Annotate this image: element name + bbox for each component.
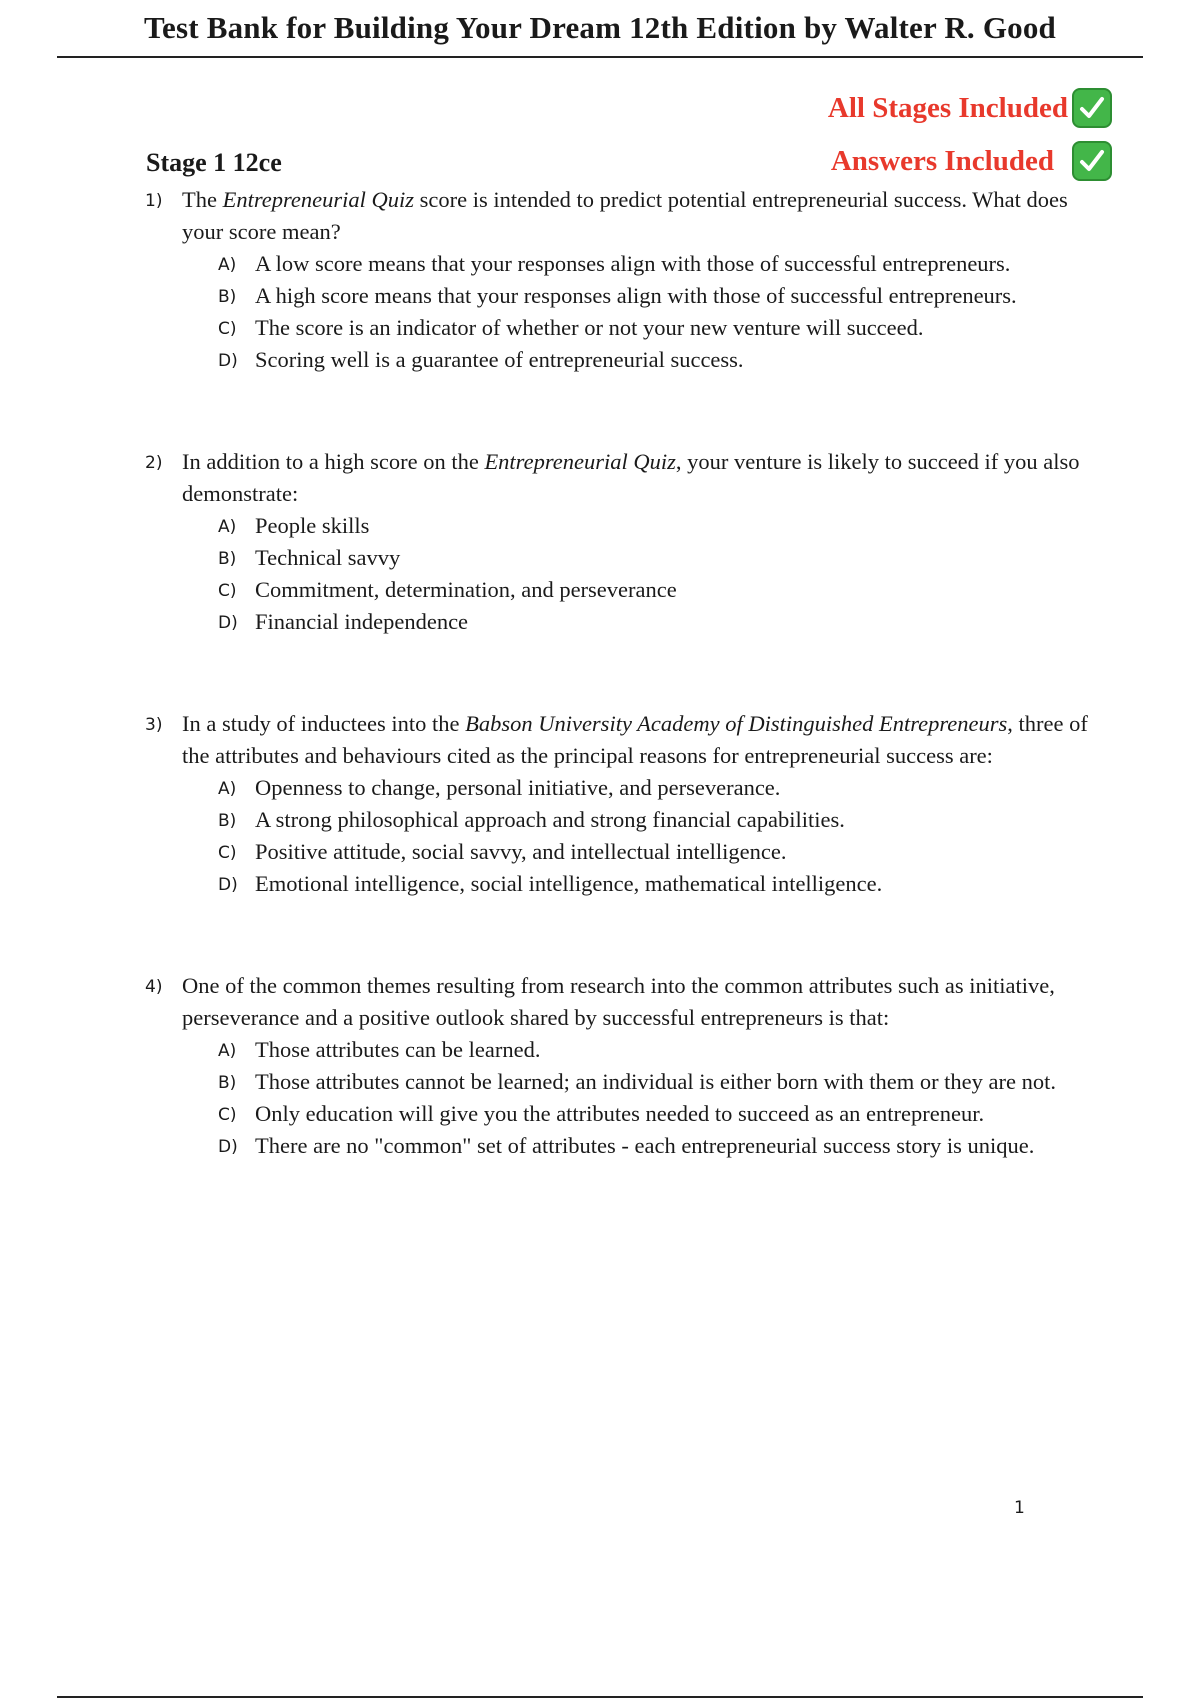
option-text: Technical savvy <box>255 545 401 570</box>
option-a <box>145 510 1090 542</box>
stem-text: , your venture is likely to succeed if you also demonstrate: <box>182 449 1080 506</box>
option-c <box>145 1098 1090 1130</box>
stem-text: In addition to a high score on the <box>182 449 485 474</box>
page-number: 1 <box>1014 1498 1025 1518</box>
option-letter: C) <box>218 843 237 863</box>
option-a <box>145 1034 1090 1066</box>
option-letter: D) <box>218 613 238 633</box>
stem-text: One of the common themes resulting from research into the common attributes such as initiative, perseverance and a positive outlook shared by successful entrepreneurs is that: <box>182 973 1055 1030</box>
option-text: People skills <box>255 513 370 538</box>
promo-answers-label: Answers Included <box>830 144 1054 177</box>
question-number: 2) <box>145 453 163 473</box>
option-letter: D) <box>218 875 238 895</box>
option-b <box>145 1066 1090 1098</box>
option-letter: B) <box>218 287 237 307</box>
option-letter: B) <box>218 1073 237 1093</box>
option-text: A low score means that your responses align with those of successful entrepreneurs. <box>255 251 1011 276</box>
check-mark-icon <box>1072 88 1112 128</box>
option-b <box>145 542 1090 574</box>
option-letter: C) <box>218 581 237 601</box>
option-list <box>145 510 1090 638</box>
stem-italic: Babson University Academy of Distinguished Entrepreneurs <box>465 711 1008 736</box>
option-text: Commitment, determination, and perseverance <box>255 577 677 602</box>
option-d <box>145 344 1090 376</box>
option-letter: B) <box>218 811 237 831</box>
option-text: Scoring well is a guarantee of entrepreneurial success. <box>255 347 744 372</box>
promo-all-stages <box>828 88 1112 128</box>
question-stem <box>145 708 1090 772</box>
stem-text: The <box>182 187 223 212</box>
stem-text: In a study of inductees into the <box>182 711 466 736</box>
option-b <box>145 804 1090 836</box>
stem-text: , three of the attributes and behaviours cited as the principal reasons for entrepreneurial success are: <box>182 711 1088 768</box>
option-text: There are no "common" set of attributes - each entrepreneurial success story is unique. <box>255 1133 1035 1158</box>
option-d <box>145 606 1090 638</box>
promo-all-stages-label: All Stages Included <box>827 91 1068 124</box>
option-a <box>145 772 1090 804</box>
option-text: A strong philosophical approach and strong financial capabilities. <box>255 807 845 832</box>
question-list <box>145 184 1090 1232</box>
question-number: 3) <box>145 715 163 735</box>
option-letter: C) <box>218 319 237 339</box>
option-letter: D) <box>218 351 238 371</box>
promo-answers <box>831 141 1112 181</box>
stage-heading: Stage 1 12ce <box>146 148 282 177</box>
option-letter: A) <box>218 1041 237 1061</box>
option-letter: A) <box>218 517 237 537</box>
question-number: 1) <box>145 191 163 211</box>
option-text: A high score means that your responses align with those of successful entrepreneurs. <box>255 283 1017 308</box>
question-1 <box>145 184 1090 376</box>
document-title: Test Bank for Building Your Dream 12th Edition by Walter R. Good <box>144 10 1056 45</box>
question-4 <box>145 970 1090 1162</box>
option-letter: A) <box>218 779 237 799</box>
option-letter: B) <box>218 549 237 569</box>
question-number: 4) <box>145 977 163 997</box>
option-text: The score is an indicator of whether or not your new venture will succeed. <box>255 315 924 340</box>
option-letter: C) <box>218 1105 237 1125</box>
option-a <box>145 248 1090 280</box>
question-2 <box>145 446 1090 638</box>
question-3 <box>145 708 1090 900</box>
option-text: Emotional intelligence, social intelligence, mathematical intelligence. <box>255 871 883 896</box>
option-c <box>145 836 1090 868</box>
footer-divider <box>57 1696 1143 1698</box>
option-c <box>145 574 1090 606</box>
option-list <box>145 1034 1090 1162</box>
option-list <box>145 248 1090 376</box>
option-text: Openness to change, personal initiative, and perseverance. <box>255 775 781 800</box>
stem-italic: Entrepreneurial Quiz <box>484 449 676 474</box>
option-text: Only education will give you the attributes needed to succeed as an entrepreneur. <box>255 1101 985 1126</box>
option-c <box>145 312 1090 344</box>
option-text: Those attributes can be learned. <box>255 1037 541 1062</box>
question-stem <box>145 184 1090 248</box>
stem-text: score is intended to predict potential entrepreneurial success. What does your score mean? <box>182 187 1068 244</box>
option-text: Those attributes cannot be learned; an individual is either born with them or they are not. <box>255 1069 1057 1094</box>
option-letter: A) <box>218 255 237 275</box>
option-letter: D) <box>218 1137 238 1157</box>
option-d <box>145 1130 1090 1162</box>
option-text: Positive attitude, social savvy, and intellectual intelligence. <box>255 839 787 864</box>
option-b <box>145 280 1090 312</box>
check-mark-icon <box>1072 141 1112 181</box>
option-list <box>145 772 1090 900</box>
question-stem <box>145 970 1090 1034</box>
title-divider <box>57 56 1143 58</box>
question-stem <box>145 446 1090 510</box>
stem-italic: Entrepreneurial Quiz <box>222 187 415 212</box>
option-text: Financial independence <box>255 609 469 634</box>
option-d <box>145 868 1090 900</box>
